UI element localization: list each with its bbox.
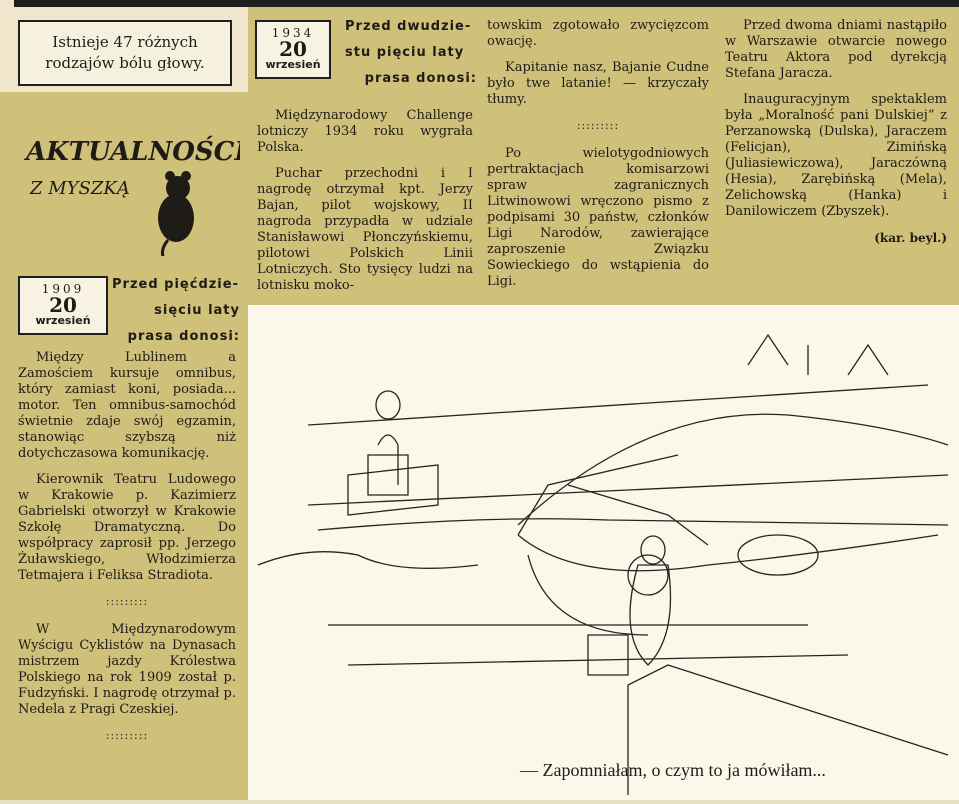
paragraph: Przed dwoma dniami nastąpiło w Warszawie otwarcie nowego Teatru Aktora pod dyrekcją Stefana Jaracza.: [725, 18, 947, 81]
headline-1909-line-2: sięciu laty: [154, 303, 240, 318]
paragraph: Międzynarodowy Challenge lotniczy 1934 roku wygrała Polska.: [257, 108, 473, 155]
top-rule: [14, 0, 959, 7]
signature: (kar. beyl.): [874, 231, 947, 245]
headline-1909: [112, 272, 240, 350]
badge-year: 1909: [41, 282, 85, 296]
badge-month: wrzesień: [265, 58, 321, 71]
cartoon: [248, 305, 959, 800]
badge-day: 20: [49, 293, 77, 317]
headline-box: [18, 20, 232, 86]
headline-1909-line-1: Przed pięćdzie-: [112, 277, 239, 292]
column-1909: [18, 350, 236, 756]
date-badge-1909: [18, 276, 108, 335]
column-3: [487, 18, 709, 328]
paragraph: Kapitanie nasz, Bajanie Cudne było twe latanie! — krzyczały tłumy.: [487, 60, 709, 107]
paragraph: Kierownik Teatru Ludowego w Krakowie p. Kazimierz Gabrielski otworzył w Krakowie Szkołę Dramatyczną. Do współpracy zaprosił pp. Jerzego Żuławskiego, Włodzimierza Tetmajera i Feliksa Stradiota.: [18, 472, 236, 583]
paragraph: Inauguracyjnym spektaklem była „Moralność pani Dulskiej” z Perzanowską (Dulska), Jaraczem (Felicjan), Zimińską (Juliasiewiczowa), Jaraczówną (Hesia), Zarębińską (Mela), Zelichowską (Hanka) i Danilowiczem (Zbyszek).: [725, 92, 947, 219]
box-line-2: rodzajów bólu głowy.: [45, 54, 205, 72]
headline-1934-line-3: prasa donosi:: [364, 71, 477, 86]
paragraph: towskim zgotowało zwycięzcom owację.: [487, 18, 709, 49]
paragraph: Między Lublinem a Zamościem kursuje omnibus, który zamiast koni, posiada... motor. Ten omnibus-samochód świetnie zdaje swój egzamin, stanowiąc szybszą niż dotychczasowa komunikację.: [18, 350, 236, 461]
column-1934: [257, 108, 473, 304]
column-logo: [20, 108, 240, 256]
paragraph: Po wielotygodniowych pertraktacjach komisarzowi spraw zagranicznych Litwinowowi wręczono pismo z podpisami 30 państw, członków Ligi Narodów, zawierające zaproszenie Związku Sowieckiego do wstąpienia do Ligi.: [487, 146, 709, 289]
badge-day: 20: [279, 37, 307, 61]
badge-month: wrzesień: [35, 314, 91, 327]
mouse-icon: [158, 171, 194, 256]
paragraph: Puchar przechodni i I nagrodę otrzymał kpt. Jerzy Bajan, pilot wojskowy, II nagroda przypadła w udziale Stanisławowi Płonczyńskiemu, pilotowi Polskich Linii Lotniczych. Sto tysięcy ludzi na lotnisku moko-: [257, 166, 473, 293]
paragraph: W Międzynarodowym Wyścigu Cyklistów na Dynasach mistrzem jazdy Królestwa Polskiego na rok 1909 został p. Fudzyński. I nagrodę otrzymał p. Nedela z Pragi Czeskiej.: [18, 622, 236, 717]
cartoon-caption: — Zapomniałam, o czym to ja mówiłam...: [520, 760, 826, 780]
separator-dots: :::::::::: [105, 595, 149, 608]
logo-title: AKTUALNOŚCI: [26, 137, 240, 167]
date-badge-1934: [255, 20, 331, 79]
headline-1934-line-1: Przed dwudzie-: [345, 19, 472, 34]
separator-dots: :::::::::: [105, 729, 149, 742]
badge-year: 1934: [271, 26, 315, 40]
headline-1934: [345, 14, 477, 92]
cartoon-drawing: [248, 305, 959, 800]
headline-1909-line-3: prasa donosi:: [127, 329, 240, 344]
column-4: [725, 18, 947, 246]
logo-subtitle: Z MYSZKĄ: [30, 178, 130, 199]
box-line-1: Istnieje 47 różnych: [52, 33, 198, 51]
separator-dots: :::::::::: [576, 119, 620, 132]
headline-1934-line-2: stu pięciu laty: [345, 45, 465, 60]
